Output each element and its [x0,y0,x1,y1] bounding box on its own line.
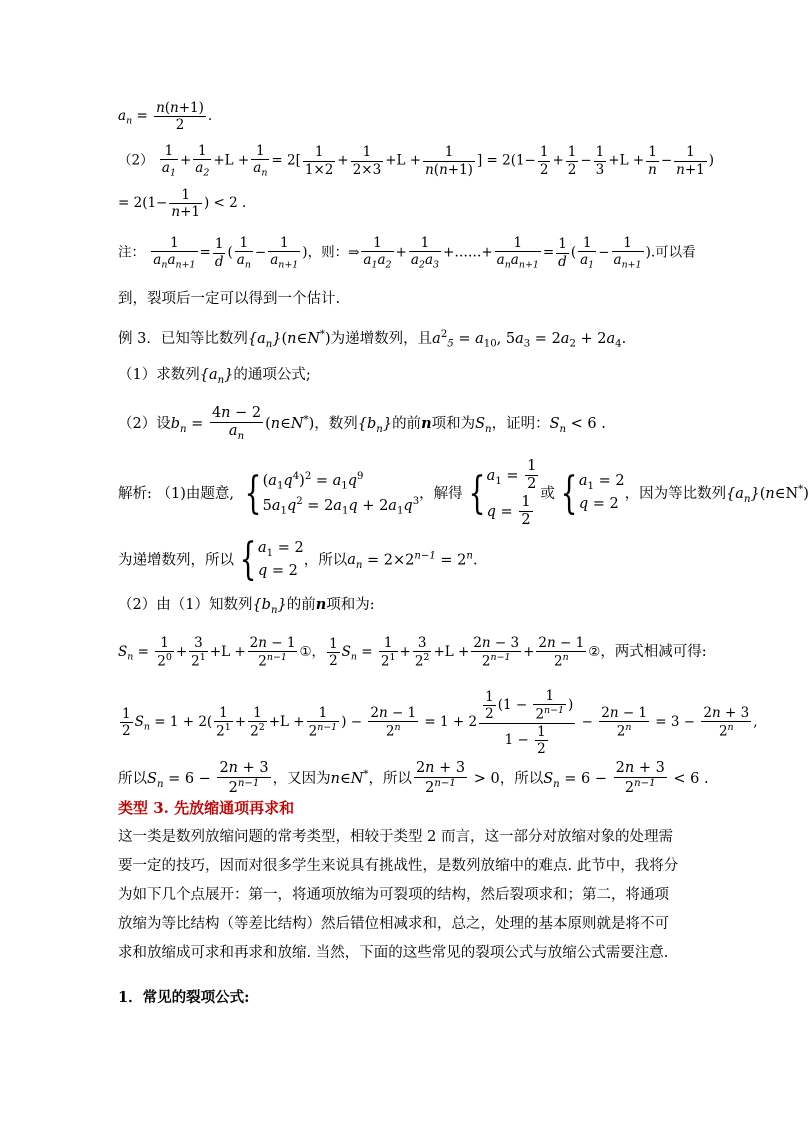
section-paragraph: 这一类是数列放缩问题的常考类型，相较于类型 2 而言，这一部分对放缩对象的处理需要一定的技巧，因而对很多学生来说具有挑战性，是数列放缩中的难点. 此节中，我将分为如下几个点展开：第一，将通项放缩为可裂项的结构，然后裂项求和；第二，将通项放缩为等比结构（等差比结构）然后错位相减求和，总之，处理的基本原则就是将不可求和放缩成可求和再求和放缩. 当然，下面的这些常见的裂项公式与放缩公式需要注意. [118,829,679,961]
section-heading-type-3: 类型 3. 先放缩通项再求和 [118,799,295,817]
solution-part-1: 解析: （1)由题意, { $(a_1q^4)^2 = a_1q^9$ $5a_1q^2 = 2a_1q + 2a_1q^3$ ，解得 { $a_1$ = $\frac{1}{2}$ q = $\frac{1}{2}$ 或 { $a_1 = 2$ q = 2 ，因为等比数列$\{a_n\}(n\in N^*)$ [118,458,809,529]
solution-increasing: 为递增数列，所以 { $a_1 = 2$ q = 2 ，所以$a_n = 2\times 2^{n-1} = 2^n$. [118,534,478,586]
solution-part-2-intro: （2）由（1）知数列$\{b_n\}$的前n项和为: [118,596,375,616]
note-continuation: 到，裂项后一定可以得到一个估计. [118,291,341,307]
list-item-1: 1．常见的裂项公式: [118,989,250,1006]
question-2: （2）设$b_n$ = $\frac{4n - 2}{a_n}$ (n∈N*)，数列$\{b_n\}$的前n项和为$S_n$，证明：$S_n < 6$ . [118,405,606,443]
formula-Sn-series: $S_n$ = $\frac{1}{2^0}$ + $\frac{3}{2^1}$ +L + $\frac{2n - 1}{2^{n-1}}$ ①， $\frac{1}{2}$ $S_n$ = $\frac{1}{2^1}$ + $\frac{3}{2^2}$ +L + $\frac{2n - 3}{2^{n-1}}$ + $\frac{2n - 1}{2^n}$ ②，两式相减可得: [118,635,707,670]
formula-conclusion: 所以$S_n = 6$ − $\frac{2n + 3}{2^{n-1}}$ ，又因为n∈N*，所以 $\frac{2n + 3}{2^{n-1}}$ > 0，所以$S_n = 6$ − $\frac{2n + 3}{2^{n-1}}$ < 6 . [118,760,709,797]
formula-half-Sn: $\frac{1}{2}$ $S_n = 1 + 2$( $\frac{1}{2^1}$ + $\frac{1}{2^2}$ +L + $\frac{1}{2^{n-1}}$ ) − $\frac{2n - 1}{2^n}$ = 1 + 2 $\frac{1}{2}$ (1 − $\frac{1}{2^{n-1}}$ ) 1 − $\frac{1}{2}$ − $\frac{2n - 1}{2^n}$ = 3 − $\frac{2n + 3}{2^n}$ , [122,688,758,758]
formula-sum-reciprocal: （2） $\frac{1}{a_1}$ + $\frac{1}{a_2}$ +L + $\frac{1}{a_n}$ = 2[ $\frac{1}{1\times 2}$ + $\frac{1}{2\times 3}$ +L + $\frac{1}{n(n+1)}$ ] = 2(1− $\frac{1}{2}$ + $\frac{1}{2}$ − $\frac{1}{3}$ +L + $\frac{1}{n}$ − $\frac{1}{n+1}$ ) [118,143,715,179]
example-3-statement: 例 3．已知等比数列$\{a_n\}(n\in N^*)$为递增数列，且$a^2_5 = a_{10}$, $5a_3 = 2a_2 + 2a_4$. [118,329,627,350]
formula-less-than-2: = 2(1− $\frac{1}{n+1}$ ) < 2 . [118,187,247,221]
formula-an: $a_n$ = $\frac{n(n+1)}{2}$ . [118,100,213,134]
note-line: 注： $\frac{1}{a_na_{n+1}}$ = $\frac{1}{d}$ ( $\frac{1}{a_n}$ − $\frac{1}{a_{n+1}}$ )，则：⇒ $\frac{1}{a_1a_2}$ + $\frac{1}{a_2a_3}$ +……+ $\frac{1}{a_na_{n+1}}$ = $\frac{1}{d}$ ( $\frac{1}{a_1}$ − $\frac{1}{a_{n+1}}$ ).可以看 [118,235,696,271]
question-1: （1）求数列$\{a_n\}$的通项公式; [118,367,311,386]
